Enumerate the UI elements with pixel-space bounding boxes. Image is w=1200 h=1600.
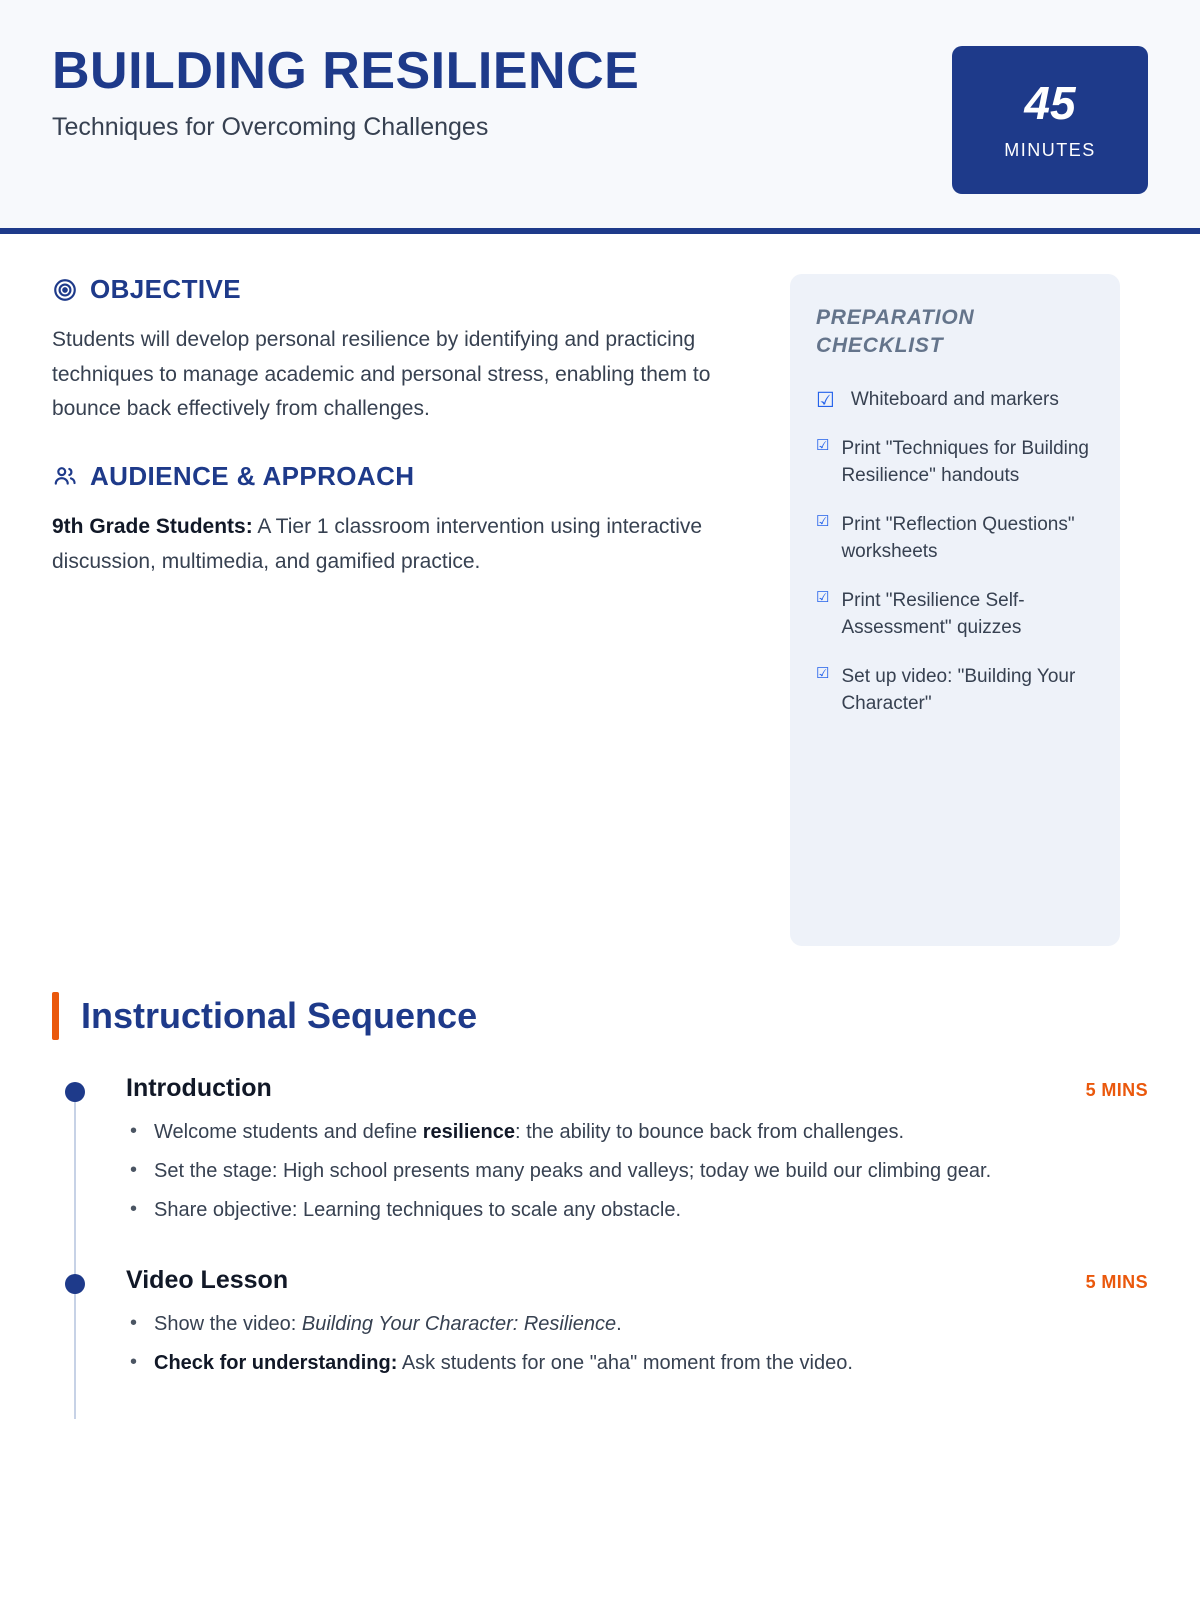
checkbox-icon[interactable]: ☑ <box>816 664 830 682</box>
list-item <box>126 1117 1148 1148</box>
bullet-text-tail: Ask students for one "aha" moment from the video. <box>397 1352 853 1374</box>
duration-value: 45 <box>1024 76 1076 129</box>
checklist-item[interactable] <box>816 512 1094 566</box>
checkbox-icon[interactable]: ☑ <box>816 588 830 606</box>
users-icon <box>52 463 78 489</box>
bullet-text: Share objective: Learning techniques to scale any obstacle. <box>154 1199 682 1221</box>
checklist-item[interactable] <box>816 436 1094 490</box>
page-subtitle: Techniques for Overcoming Challenges <box>52 112 489 141</box>
step-duration: 5 MINS <box>1085 1272 1148 1292</box>
step-title: Introduction <box>126 1074 272 1102</box>
checklist-item-label: Print "Reflection Questions" worksheets <box>841 513 1075 562</box>
timeline-dot-icon <box>65 1082 85 1102</box>
list-item <box>126 1348 1148 1379</box>
bullet-emphasis: resilience <box>422 1121 515 1143</box>
audience-heading-row <box>52 461 742 492</box>
sequence-heading: Instructional Sequence <box>81 995 478 1036</box>
duration-unit: MINUTES <box>1004 139 1096 160</box>
side-column <box>790 274 1120 946</box>
step-duration: 5 MINS <box>1085 1080 1148 1100</box>
target-icon <box>52 277 78 303</box>
objective-text: Students will develop personal resilience by identifying and practicing techniques to manage academic and personal stress, enabling them to bounce back effectively from challenges. <box>52 328 711 421</box>
content-area <box>0 234 1200 946</box>
timeline-step <box>126 1074 1148 1226</box>
checkbox-icon[interactable]: ☑ <box>816 512 830 530</box>
checklist-item[interactable] <box>816 664 1094 718</box>
bullet-emphasis: Check for understanding: <box>154 1352 398 1374</box>
checkbox-checked-icon[interactable]: ☑ <box>816 388 835 412</box>
audience-label: 9th Grade Students: <box>52 514 253 538</box>
step-bullet-list <box>126 1309 1148 1379</box>
list-item <box>126 1309 1148 1340</box>
checklist-item-label: Set up video: "Building Your Character" <box>841 665 1076 714</box>
bullet-text: Set the stage: High school presents many peaks and valleys; today we build our climbing gear. <box>154 1160 992 1182</box>
header-text-group <box>52 40 639 142</box>
checkbox-icon[interactable]: ☑ <box>816 436 830 454</box>
bullet-italic: Building Your Character: Resilience <box>301 1313 617 1335</box>
timeline <box>52 1074 1148 1379</box>
checklist-item-label: Whiteboard and markers <box>850 388 1059 410</box>
step-header <box>126 1266 1148 1295</box>
page-title: BUILDING RESILIENCE <box>52 42 640 100</box>
bullet-text-tail: : the ability to bounce back from challenges. <box>514 1121 905 1143</box>
bullet-text: Show the video: <box>154 1313 302 1335</box>
preparation-checklist-card <box>790 274 1120 946</box>
checklist-item[interactable] <box>816 588 1094 642</box>
checklist-item-label: Print "Techniques for Building Resilience" handouts <box>841 437 1090 486</box>
document-header <box>0 0 1200 234</box>
timeline-dot-icon <box>65 1274 85 1294</box>
list-item <box>126 1156 1148 1187</box>
list-item <box>126 1195 1148 1226</box>
instructional-sequence-section <box>0 946 1200 1379</box>
audience-heading: AUDIENCE & APPROACH <box>90 460 415 491</box>
accent-bar <box>52 992 59 1040</box>
step-header <box>126 1074 1148 1103</box>
audience-text <box>52 510 742 579</box>
step-title: Video Lesson <box>126 1266 289 1294</box>
checklist-title: PREPARATION CHECKLIST <box>816 306 975 358</box>
checklist-item-label: Print "Resilience Self-Assessment" quizzes <box>841 589 1025 638</box>
checklist-item[interactable] <box>816 387 1094 414</box>
audience-description: A Tier 1 classroom intervention using interactive discussion, multimedia, and gamified practice. <box>52 514 703 573</box>
sequence-heading-row <box>52 992 1148 1040</box>
bullet-text-tail: . <box>616 1313 622 1335</box>
main-column <box>52 274 742 946</box>
bullet-text: Welcome students and define <box>154 1121 423 1143</box>
timeline-step <box>126 1266 1148 1379</box>
objective-heading: OBJECTIVE <box>90 274 241 304</box>
step-bullet-list <box>126 1117 1148 1226</box>
duration-badge <box>952 46 1148 194</box>
objective-heading-row <box>52 274 742 305</box>
